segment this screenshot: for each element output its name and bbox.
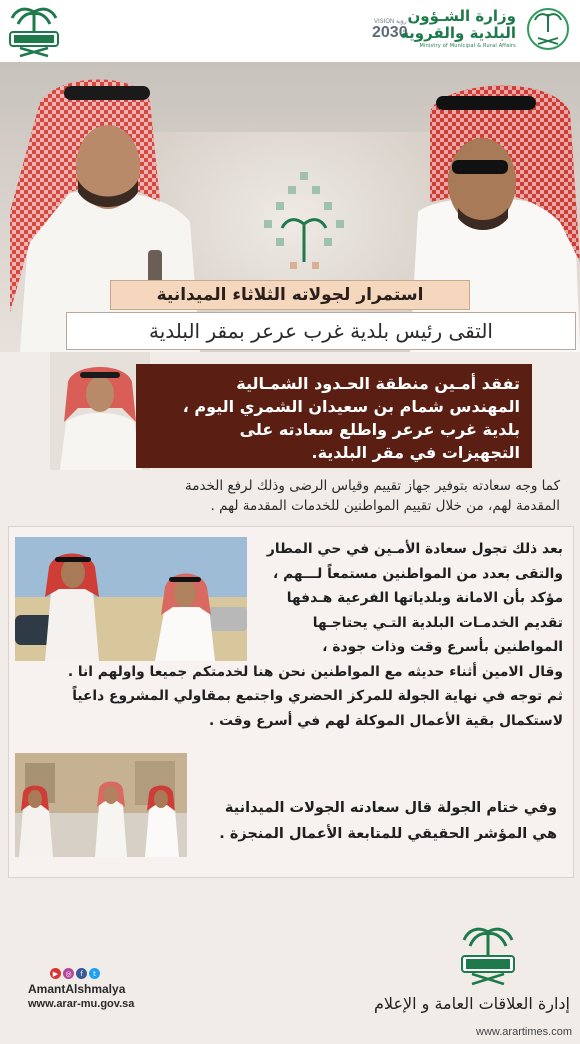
body-line-3: مؤكد بأن الامانة وبلدياتها الفرعية هـدفها xyxy=(286,590,563,606)
intro-line-1: تفقد أمـين منطقة الحـدود الشمـالية xyxy=(236,374,520,393)
body-text xyxy=(17,537,563,733)
youtube-icon[interactable]: ▶ xyxy=(50,968,61,979)
body-card xyxy=(8,526,574,878)
vision-label: VISION رؤية xyxy=(374,19,407,25)
body-line-4: تقديم الخدمـات البلدية التـي يحتاجـها xyxy=(312,614,563,631)
intro-line-3: بلدية غرب عرعر واطلع سعادته على xyxy=(239,420,520,439)
paragraph1-line2: المقدمة لهم، من خلال تقييم المواطنين للخدمات المقدمة لهم . xyxy=(210,498,560,514)
department-name: إدارة العلاقات العامة و الإعلام xyxy=(374,994,570,1013)
northern-borders-logo-icon xyxy=(6,4,62,58)
body-line-1: بعد ذلك تجول سعادة الأمـين في حي المطار xyxy=(266,541,563,557)
website-link[interactable]: www.arar-mu.gov.sa xyxy=(28,998,135,1010)
instagram-icon[interactable]: ◎ xyxy=(63,968,74,979)
ministry-name xyxy=(400,8,516,42)
official-small-photo xyxy=(50,352,150,470)
title-banner-text: استمرار لجولاته الثلاثاء الميدانية xyxy=(156,285,424,305)
body-line-6: وقال الامين أثناء حديثه مع المواطنين نحن هنا لخدمتكم جميعا واولهم انا . xyxy=(67,663,563,680)
social-handle[interactable]: AmantAlshmalya xyxy=(28,982,126,996)
body-line-5: المواطنين بأسرع وقت وذات جودة ، xyxy=(322,639,563,655)
facebook-icon[interactable]: f xyxy=(76,968,87,979)
headline-banner xyxy=(66,312,576,350)
urban-center-photo xyxy=(15,753,187,857)
paragraph1-line1: كما وجه سعادته بتوفير جهاز تقييم وقياس الرضى وذلك لرفع الخدمة xyxy=(184,478,560,494)
northern-borders-footer-logo-icon xyxy=(456,922,520,986)
closing-line-2: هي المؤشر الحقيقي للمتابعة الأعمال المنجزة . xyxy=(219,826,557,842)
vision-year: 2030 xyxy=(372,24,408,41)
ministry-emblem-icon xyxy=(524,6,572,52)
body-line-2: والتقى بعدد من المواطنين مستمعاً لـــهم ، xyxy=(273,565,563,582)
ministry-name-line1: وزارة الشـؤون xyxy=(407,7,516,25)
ministry-branding xyxy=(372,4,572,56)
intro-line-2: المهندس شمام بن سعيدان الشمري اليوم ، xyxy=(182,397,520,416)
intro-section xyxy=(50,352,530,470)
closing-line-1: وفي ختام الجولة قال سعادته الجولات الميدانية xyxy=(224,800,557,816)
watermark: www.arartimes.com xyxy=(476,1026,572,1038)
closing-statement xyxy=(197,795,557,847)
rating-device-paragraph xyxy=(20,476,560,516)
intro-line-4: التجهيزات في مقر البلدية. xyxy=(311,443,520,462)
ministry-name-en: Ministry of Municipal & Rural Affairs xyxy=(419,43,516,49)
title-banner xyxy=(110,280,470,310)
social-icons xyxy=(50,968,100,979)
header xyxy=(0,0,580,62)
intro-text-box xyxy=(136,364,532,468)
headline-text: التقى رئيس بلدية غرب عرعر بمقر البلدية xyxy=(149,319,493,343)
ministry-name-line2: البلدية والقروية xyxy=(400,24,516,42)
twitter-icon[interactable]: t xyxy=(89,968,100,979)
body-line-8: لاستكمال بقية الأعمال الموكلة لهم في أسرع وقت . xyxy=(209,712,563,729)
footer xyxy=(0,922,580,1044)
body-line-7: ثم توجه في نهاية الجولة للمركز الحضري واجتمع بمقاولي المشروع داعياً xyxy=(72,688,563,704)
